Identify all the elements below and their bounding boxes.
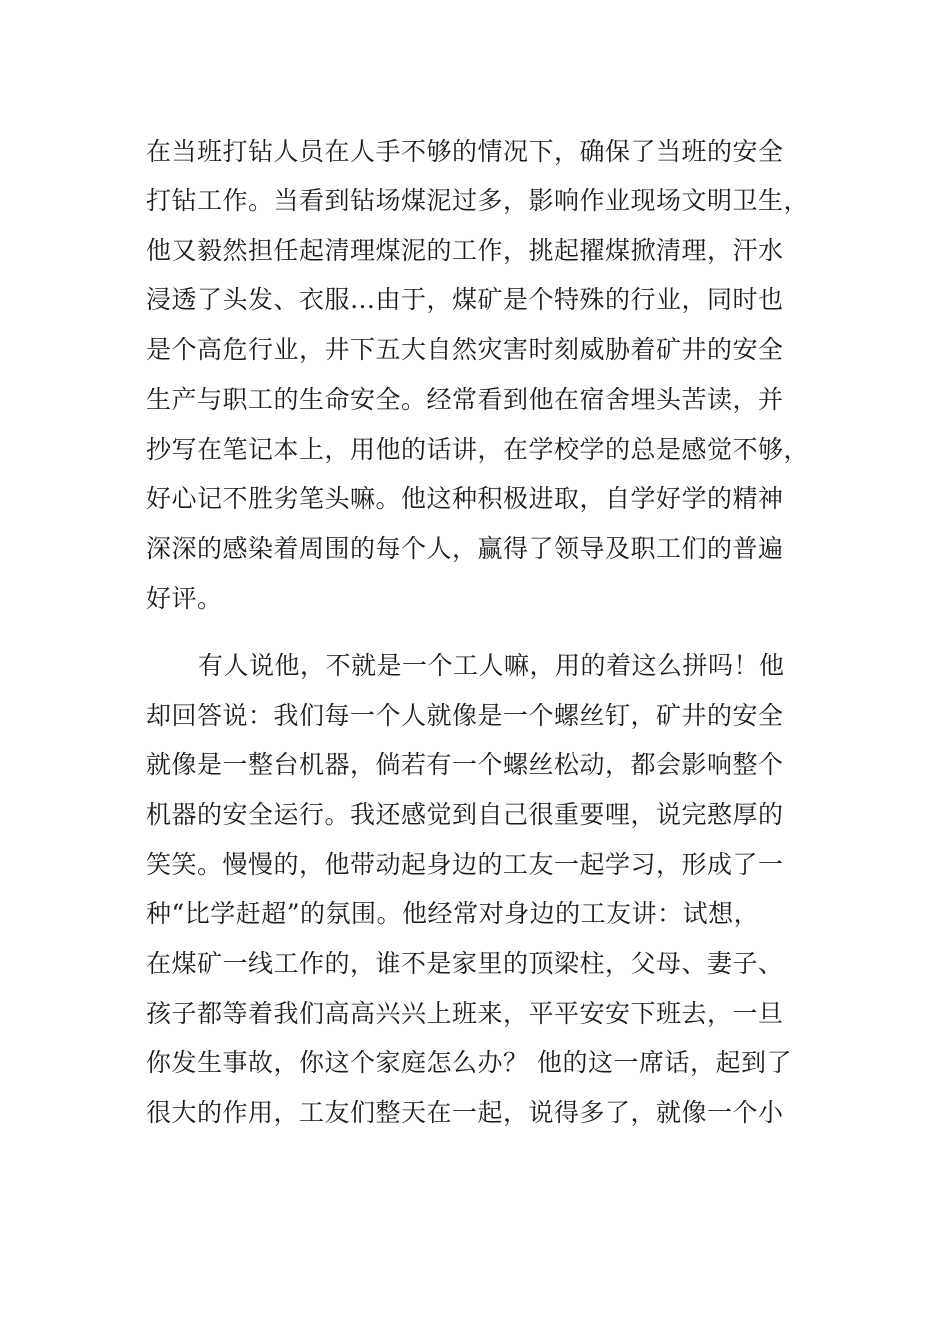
text-line: 抄写在笔记本上，用他的话讲，在学校学的总是感觉不够， bbox=[146, 435, 810, 464]
text-line: 笑笑。慢慢的，他带动起身边的工友一起学习，形成了一 bbox=[146, 850, 784, 879]
text-line: 他又毅然担任起清理煤泥的工作，挑起擢煤掀清理，汗水 bbox=[146, 236, 784, 265]
text-line: 是个高危行业，井下五大自然灾害时刻威胁着矿井的安全 bbox=[146, 335, 784, 364]
text-line: 种“比学赶超”的氛围。他经常对身边的工友讲：试想， bbox=[146, 899, 760, 928]
text-line: 深深的感染着周围的每个人，赢得了领导及职工们的普遍 bbox=[146, 534, 784, 563]
text-line: 很大的作用，工友们整天在一起，说得多了，就像一个小 bbox=[146, 1098, 784, 1127]
text-line: 好评。 bbox=[146, 584, 223, 613]
text-line: 就像是一整台机器，倘若有一个螺丝松动，都会影响整个 bbox=[146, 750, 784, 779]
text-line: 打钻工作。当看到钻场煤泥过多，影响作业现场文明卫生， bbox=[146, 186, 810, 215]
text-line: 在煤矿一线工作的，谁不是家里的顶梁柱，父母、妻子、 bbox=[146, 949, 784, 978]
text-line: 机器的安全运行。我还感觉到自己很重要哩，说完憨厚的 bbox=[146, 800, 784, 829]
text-line: 生产与职工的生命安全。经常看到他在宿舍埋头苦读，并 bbox=[146, 385, 784, 414]
text-line: 浸透了头发、衣服…由于，煤矿是个特殊的行业，同时也 bbox=[146, 285, 784, 314]
text-line: 你发生事故，你这个家庭怎么办？ 他的这一席话，起到了 bbox=[146, 1048, 792, 1077]
text-line: 有人说他，不就是一个工人嘛，用的着这么拼吗！他 bbox=[198, 651, 785, 680]
text-line: 孩子都等着我们高高兴兴上班来，平平安安下班去，一旦 bbox=[146, 999, 784, 1028]
text-line: 好心记不胜劣笔头嘛。他这种积极进取，自学好学的精神 bbox=[146, 484, 784, 513]
text-line: 却回答说：我们每一个人就像是一个螺丝钉，矿井的安全 bbox=[146, 701, 784, 730]
text-line: 在当班打钻人员在人手不够的情况下，确保了当班的安全 bbox=[146, 137, 784, 166]
